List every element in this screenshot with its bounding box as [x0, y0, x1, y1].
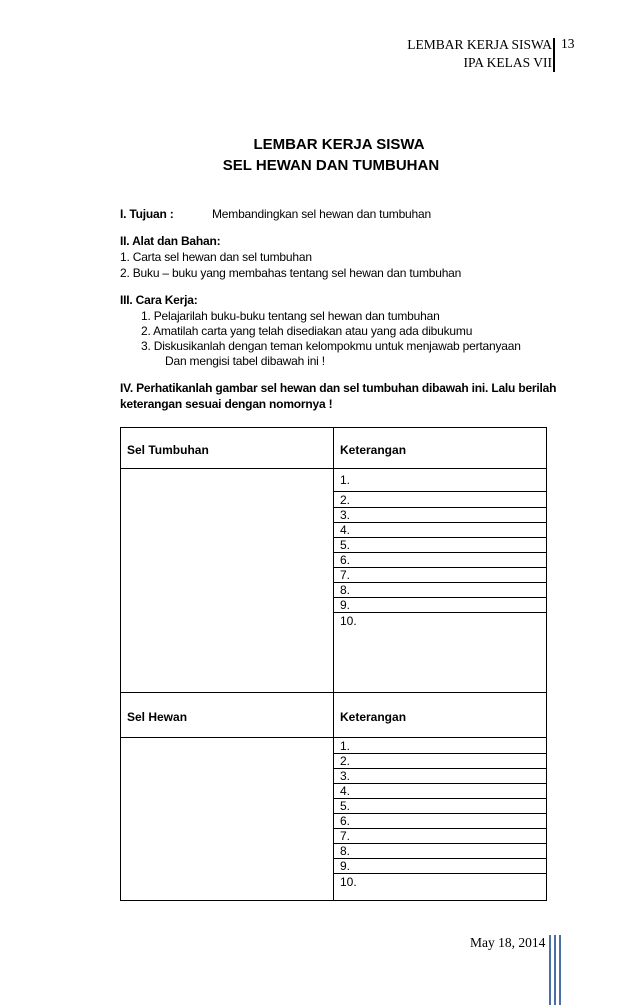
hewan-header: Sel Hewan: [127, 710, 188, 724]
footer-date: May 18, 2014: [470, 935, 546, 950]
document-subtitle: SEL HEWAN DAN TUMBUHAN: [222, 157, 440, 174]
table-row-divider: [120, 692, 547, 693]
keterangan-number: 7.: [340, 829, 351, 843]
keterangan-row-line: [333, 567, 547, 568]
tumbuhan-header: Sel Tumbuhan: [127, 443, 209, 457]
cara-heading: III. Cara Kerja:: [120, 293, 198, 307]
running-header: [407, 36, 552, 72]
keterangan-number: 6.: [340, 814, 351, 828]
keterangan-row-line: [333, 507, 547, 508]
keterangan-number: 8.: [340, 844, 351, 858]
table-column-divider: [333, 427, 334, 901]
header-divider: [553, 38, 555, 72]
keterangan-row-line: [333, 491, 547, 492]
document-title: LEMBAR KERJA SISWA: [253, 136, 425, 153]
keterangan-number: 2.: [340, 493, 351, 507]
keterangan-number: 2.: [340, 754, 351, 768]
cara-item: 1. Pelajarilah buku-buku tentang sel hewan dan tumbuhan: [141, 309, 440, 323]
cara-item: 2. Amatilah carta yang telah disediakan atau yang ada dibukumu: [141, 324, 473, 338]
header-title: LEMBAR KERJA SISWA: [407, 37, 552, 52]
keterangan-number: 10.: [340, 614, 357, 628]
keterangan-number: 8.: [340, 583, 351, 597]
keterangan-number: 4.: [340, 784, 351, 798]
keterangan-row-line: [333, 783, 547, 784]
keterangan-number: 4.: [340, 523, 351, 537]
footer-rule: [549, 935, 551, 1005]
keterangan-number: 5.: [340, 799, 351, 813]
keterangan-row-line: [333, 522, 547, 523]
keterangan-number: 5.: [340, 538, 351, 552]
footer-rule: [554, 935, 556, 1005]
alat-heading: II. Alat dan Bahan:: [120, 234, 221, 248]
keterangan-number: 9.: [340, 859, 351, 873]
cara-item: 3. Diskusikanlah dengan teman kelompokmu untuk menjawab pertanyaan: [141, 339, 521, 353]
header-subtitle: IPA KELAS VII: [463, 55, 552, 70]
keterangan-row-line: [333, 537, 547, 538]
keterangan-row-line: [333, 552, 547, 553]
alat-item: 1. Carta sel hewan dan sel tumbuhan: [120, 250, 312, 264]
keterangan-row-line: [333, 597, 547, 598]
page-number: 13: [561, 36, 575, 51]
instruction-line: keterangan sesuai dengan nomornya !: [120, 397, 333, 411]
table-row-divider: [120, 468, 547, 469]
keterangan-row-line: [333, 612, 547, 613]
table-row-divider: [120, 737, 547, 738]
keterangan-row-line: [333, 582, 547, 583]
keterangan-row-line: [333, 858, 547, 859]
keterangan-number: 10.: [340, 875, 357, 889]
keterangan-row-line: [333, 813, 547, 814]
keterangan-row-line: [333, 798, 547, 799]
keterangan-number: 1.: [340, 739, 351, 753]
alat-item: 2. Buku – buku yang membahas tentang sel hewan dan tumbuhan: [120, 266, 462, 280]
keterangan-number: 3.: [340, 508, 351, 522]
keterangan-number: 7.: [340, 568, 351, 582]
keterangan-row-line: [333, 843, 547, 844]
tujuan-text: Membandingkan sel hewan dan tumbuhan: [212, 207, 431, 221]
keterangan-number: 1.: [340, 473, 351, 487]
cara-item: Dan mengisi tabel dibawah ini !: [165, 354, 325, 368]
keterangan-row-line: [333, 828, 547, 829]
tujuan-label: I. Tujuan :: [120, 207, 174, 221]
keterangan-number: 9.: [340, 598, 351, 612]
keterangan-header: Keterangan: [340, 443, 407, 457]
footer-rule: [559, 935, 561, 1005]
keterangan-row-line: [333, 873, 547, 874]
keterangan-number: 3.: [340, 769, 351, 783]
keterangan-row-line: [333, 768, 547, 769]
keterangan-row-line: [333, 753, 547, 754]
instruction-line: IV. Perhatikanlah gambar sel hewan dan sel tumbuhan dibawah ini. Lalu berilah: [120, 381, 557, 395]
keterangan-number: 6.: [340, 553, 351, 567]
keterangan-header: Keterangan: [340, 710, 407, 724]
